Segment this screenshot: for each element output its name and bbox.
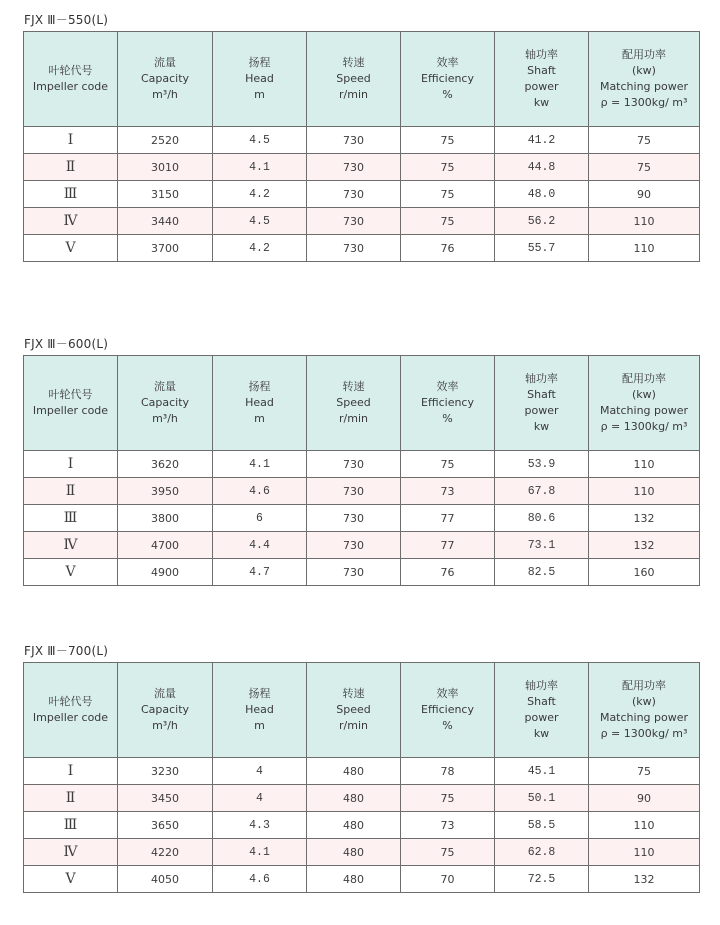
efficiency-cell: 75 <box>401 451 495 478</box>
capacity-cell: 4220 <box>118 839 213 866</box>
speed-cell: 730 <box>307 235 401 262</box>
impeller-code-header <box>24 32 118 127</box>
impeller-code-cell: Ⅱ <box>24 154 118 181</box>
header-label-line: 流量 <box>154 380 176 393</box>
header-label-line: Efficiency <box>421 396 474 409</box>
header-label-line: ρ = 1300kg/ m³ <box>600 727 688 740</box>
header-row <box>24 663 700 758</box>
header-label-line: % <box>442 88 453 101</box>
efficiency-cell: 76 <box>401 559 495 586</box>
matching-power-cell: 110 <box>589 839 700 866</box>
header-label-line: 扬程 <box>248 56 271 69</box>
matching-power-cell: 75 <box>589 758 700 785</box>
header-label-line: 轴功率 <box>525 48 558 61</box>
header-label-line: Shaft <box>527 695 556 708</box>
head-cell: 4.5 <box>213 208 307 235</box>
capacity-cell: 3150 <box>118 181 213 208</box>
header-label-line: m³/h <box>152 412 178 425</box>
header-label-line: kw <box>533 727 550 740</box>
capacity-cell: 3650 <box>118 812 213 839</box>
shaft-power-cell: 67.8 <box>495 478 589 505</box>
efficiency-cell: 77 <box>401 505 495 532</box>
speed-cell: 730 <box>307 532 401 559</box>
impeller-code-cell: Ⅱ <box>24 478 118 505</box>
capacity-cell: 3010 <box>118 154 213 181</box>
matching-power-cell: 110 <box>589 451 700 478</box>
efficiency-cell: 75 <box>401 208 495 235</box>
shaft-power-cell: 50.1 <box>495 785 589 812</box>
header-label-line: 转速 <box>342 380 365 393</box>
header-label-line: r/min <box>339 412 368 425</box>
speed-cell: 730 <box>307 505 401 532</box>
header-row <box>24 32 700 127</box>
header-label-line: Capacity <box>140 396 190 409</box>
header-label-line: Matching power <box>599 80 689 93</box>
header-label-line: 叶轮代号 <box>48 388 93 401</box>
spec-table <box>23 662 700 893</box>
capacity-header <box>118 356 213 451</box>
matching-power-cell: 132 <box>589 505 700 532</box>
impeller-code-cell: Ⅴ <box>24 235 118 262</box>
shaft-power-cell: 41.2 <box>495 127 589 154</box>
efficiency-cell: 78 <box>401 758 495 785</box>
head-header <box>213 663 307 758</box>
header-label-line: Efficiency <box>421 72 474 85</box>
capacity-header <box>118 663 213 758</box>
head-cell: 4.3 <box>213 812 307 839</box>
header-label-line: power <box>524 404 559 417</box>
head-cell: 4 <box>213 758 307 785</box>
shaft-power-cell: 58.5 <box>495 812 589 839</box>
matching-power-cell: 132 <box>589 866 700 893</box>
head-cell: 4.1 <box>213 154 307 181</box>
efficiency-cell: 73 <box>401 478 495 505</box>
efficiency-cell: 76 <box>401 235 495 262</box>
impeller-code-header <box>24 356 118 451</box>
head-header <box>213 32 307 127</box>
efficiency-cell: 70 <box>401 866 495 893</box>
head-cell: 6 <box>213 505 307 532</box>
head-cell: 4.1 <box>213 839 307 866</box>
header-label-line: 配用功率 <box>622 48 666 61</box>
header-label-line: Speed <box>336 72 371 85</box>
efficiency-cell: 77 <box>401 532 495 559</box>
table-row <box>24 758 700 785</box>
capacity-cell: 3230 <box>118 758 213 785</box>
pump-spec-section <box>23 336 699 586</box>
header-label-line: r/min <box>339 719 368 732</box>
header-label-line: Head <box>245 703 274 716</box>
head-cell: 4.2 <box>213 181 307 208</box>
header-label-line: Shaft <box>527 388 556 401</box>
header-label-line: 效率 <box>436 380 459 393</box>
spec-table <box>23 355 700 586</box>
table-row <box>24 181 700 208</box>
efficiency-cell: 75 <box>401 154 495 181</box>
capacity-cell: 4900 <box>118 559 213 586</box>
header-label-line: % <box>442 719 453 732</box>
shaft-power-cell: 53.9 <box>495 451 589 478</box>
header-label-line: Efficiency <box>421 703 474 716</box>
speed-header <box>307 663 401 758</box>
speed-cell: 730 <box>307 208 401 235</box>
capacity-cell: 3440 <box>118 208 213 235</box>
impeller-code-cell: Ⅴ <box>24 559 118 586</box>
speed-cell: 480 <box>307 839 401 866</box>
header-label-line: Speed <box>336 396 371 409</box>
efficiency-cell: 75 <box>401 839 495 866</box>
header-label-line: 叶轮代号 <box>48 64 93 77</box>
header-label-line: 转速 <box>342 687 365 700</box>
speed-cell: 730 <box>307 154 401 181</box>
table-row <box>24 812 700 839</box>
speed-cell: 480 <box>307 866 401 893</box>
table-row <box>24 785 700 812</box>
header-label-line: power <box>524 711 559 724</box>
impeller-code-cell: Ⅴ <box>24 866 118 893</box>
header-label-line: kw <box>533 420 550 433</box>
head-cell: 4.4 <box>213 532 307 559</box>
model-title: FJX Ⅲ－600(L) <box>24 337 109 351</box>
head-cell: 4.2 <box>213 235 307 262</box>
matching-power-header <box>589 32 700 127</box>
model-title: FJX Ⅲ－700(L) <box>24 644 109 658</box>
impeller-code-cell: Ⅳ <box>24 532 118 559</box>
speed-cell: 480 <box>307 785 401 812</box>
shaft-power-cell: 44.8 <box>495 154 589 181</box>
header-label-line: 配用功率 <box>622 372 666 385</box>
speed-cell: 730 <box>307 127 401 154</box>
impeller-code-cell: Ⅰ <box>24 127 118 154</box>
speed-cell: 730 <box>307 181 401 208</box>
pump-spec-section <box>23 12 699 262</box>
capacity-header <box>118 32 213 127</box>
capacity-cell: 2520 <box>118 127 213 154</box>
table-row <box>24 154 700 181</box>
impeller-code-cell: Ⅰ <box>24 451 118 478</box>
header-label-line: % <box>442 412 453 425</box>
shaft-power-cell: 73.1 <box>495 532 589 559</box>
header-label-line: r/min <box>339 88 368 101</box>
header-label-line: Speed <box>336 703 371 716</box>
head-cell: 4.6 <box>213 478 307 505</box>
header-label-line: Matching power <box>599 711 689 724</box>
impeller-code-cell: Ⅲ <box>24 181 118 208</box>
header-label-line: (kw) <box>632 64 656 77</box>
header-label-line: kw <box>533 96 550 109</box>
header-row <box>24 356 700 451</box>
head-cell: 4.7 <box>213 559 307 586</box>
header-label-line: ρ = 1300kg/ m³ <box>600 96 688 109</box>
table-row <box>24 559 700 586</box>
shaft-power-cell: 56.2 <box>495 208 589 235</box>
impeller-code-header <box>24 663 118 758</box>
speed-cell: 730 <box>307 478 401 505</box>
matching-power-cell: 90 <box>589 785 700 812</box>
header-label-line: m <box>254 719 265 732</box>
header-label-line: Capacity <box>140 72 190 85</box>
matching-power-cell: 110 <box>589 478 700 505</box>
shaft-power-cell: 72.5 <box>495 866 589 893</box>
speed-header <box>307 32 401 127</box>
head-cell: 4.5 <box>213 127 307 154</box>
header-label-line: Impeller code <box>32 80 109 93</box>
impeller-code-cell: Ⅲ <box>24 812 118 839</box>
header-label-line: Impeller code <box>32 711 109 724</box>
table-row <box>24 235 700 262</box>
speed-cell: 480 <box>307 812 401 839</box>
impeller-code-cell: Ⅱ <box>24 785 118 812</box>
shaft-power-header <box>495 663 589 758</box>
shaft-power-cell: 82.5 <box>495 559 589 586</box>
impeller-code-cell: Ⅲ <box>24 505 118 532</box>
table-row <box>24 866 700 893</box>
head-cell: 4.1 <box>213 451 307 478</box>
capacity-cell: 3450 <box>118 785 213 812</box>
matching-power-cell: 75 <box>589 154 700 181</box>
header-label-line: Capacity <box>140 703 190 716</box>
head-cell: 4.6 <box>213 866 307 893</box>
header-label-line: 流量 <box>154 56 176 69</box>
head-header <box>213 356 307 451</box>
speed-cell: 730 <box>307 451 401 478</box>
shaft-power-cell: 80.6 <box>495 505 589 532</box>
matching-power-cell: 110 <box>589 208 700 235</box>
capacity-cell: 3700 <box>118 235 213 262</box>
header-label-line: 扬程 <box>248 380 271 393</box>
table-row <box>24 532 700 559</box>
header-label-line: m³/h <box>152 88 178 101</box>
shaft-power-cell: 62.8 <box>495 839 589 866</box>
efficiency-header <box>401 663 495 758</box>
table-row <box>24 208 700 235</box>
matching-power-cell: 160 <box>589 559 700 586</box>
capacity-cell: 4050 <box>118 866 213 893</box>
table-row <box>24 505 700 532</box>
header-label-line: ρ = 1300kg/ m³ <box>600 420 688 433</box>
matching-power-header <box>589 356 700 451</box>
efficiency-header <box>401 356 495 451</box>
impeller-code-cell: Ⅰ <box>24 758 118 785</box>
header-label-line: 轴功率 <box>525 372 558 385</box>
efficiency-cell: 73 <box>401 812 495 839</box>
header-label-line: 轴功率 <box>525 679 558 692</box>
capacity-cell: 3620 <box>118 451 213 478</box>
speed-cell: 730 <box>307 559 401 586</box>
header-label-line: 转速 <box>342 56 365 69</box>
speed-cell: 480 <box>307 758 401 785</box>
header-label-line: 效率 <box>436 687 459 700</box>
matching-power-cell: 75 <box>589 127 700 154</box>
capacity-cell: 4700 <box>118 532 213 559</box>
header-label-line: Head <box>245 72 274 85</box>
model-title: FJX Ⅲ－550(L) <box>24 13 109 27</box>
header-label-line: Shaft <box>527 64 556 77</box>
matching-power-header <box>589 663 700 758</box>
matching-power-cell: 110 <box>589 235 700 262</box>
speed-header <box>307 356 401 451</box>
shaft-power-cell: 48.0 <box>495 181 589 208</box>
efficiency-cell: 75 <box>401 181 495 208</box>
header-label-line: m <box>254 412 265 425</box>
shaft-power-header <box>495 32 589 127</box>
matching-power-cell: 132 <box>589 532 700 559</box>
header-label-line: 叶轮代号 <box>48 695 93 708</box>
header-label-line: (kw) <box>632 695 656 708</box>
spec-table <box>23 31 700 262</box>
matching-power-cell: 90 <box>589 181 700 208</box>
header-label-line: power <box>524 80 559 93</box>
impeller-code-cell: Ⅳ <box>24 208 118 235</box>
efficiency-header <box>401 32 495 127</box>
shaft-power-header <box>495 356 589 451</box>
header-label-line: 流量 <box>154 687 176 700</box>
impeller-code-cell: Ⅳ <box>24 839 118 866</box>
matching-power-cell: 110 <box>589 812 700 839</box>
header-label-line: (kw) <box>632 388 656 401</box>
capacity-cell: 3800 <box>118 505 213 532</box>
header-label-line: Impeller code <box>32 404 109 417</box>
header-label-line: Matching power <box>599 404 689 417</box>
efficiency-cell: 75 <box>401 127 495 154</box>
shaft-power-cell: 55.7 <box>495 235 589 262</box>
shaft-power-cell: 45.1 <box>495 758 589 785</box>
efficiency-cell: 75 <box>401 785 495 812</box>
header-label-line: 配用功率 <box>622 679 666 692</box>
table-row <box>24 127 700 154</box>
table-row <box>24 839 700 866</box>
head-cell: 4 <box>213 785 307 812</box>
header-label-line: m <box>254 88 265 101</box>
header-label-line: 效率 <box>436 56 459 69</box>
table-row <box>24 451 700 478</box>
header-label-line: m³/h <box>152 719 178 732</box>
header-label-line: 扬程 <box>248 687 271 700</box>
header-label-line: Head <box>245 396 274 409</box>
pump-spec-section <box>23 643 699 893</box>
capacity-cell: 3950 <box>118 478 213 505</box>
table-row <box>24 478 700 505</box>
